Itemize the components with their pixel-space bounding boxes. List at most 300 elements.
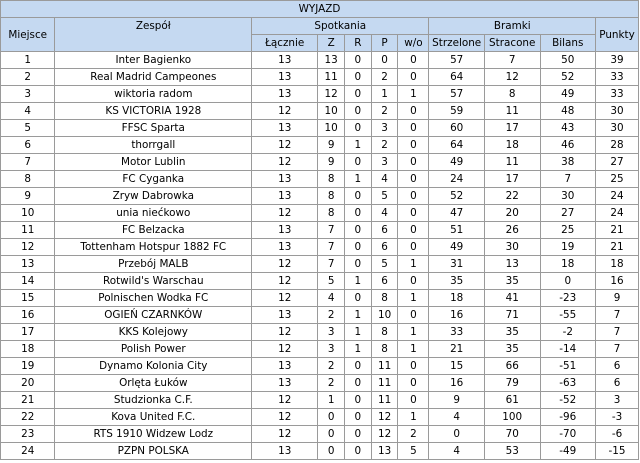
cell-points: 30 [596,103,639,120]
cell-place: 2 [1,69,55,86]
table-body [1,52,639,460]
header-draws: R [345,35,372,52]
cell-points: 3 [596,392,639,409]
cell-walkovers: 0 [398,205,429,222]
cell-total: 13 [252,86,318,103]
cell-losses: 12 [371,409,398,426]
cell-team: Inter Bagienko [55,52,252,69]
cell-points: 33 [596,86,639,103]
table-row [1,307,639,324]
cell-conceded: 70 [484,426,540,443]
cell-scored: 31 [429,256,485,273]
cell-team: thorrgall [55,137,252,154]
cell-draws: 0 [345,188,372,205]
cell-total: 13 [252,171,318,188]
cell-balance: -23 [540,290,596,307]
cell-wins: 2 [318,307,345,324]
cell-points: 7 [596,324,639,341]
cell-draws: 0 [345,222,372,239]
cell-scored: 16 [429,307,485,324]
cell-balance: -70 [540,426,596,443]
cell-total: 12 [252,103,318,120]
cell-points: 18 [596,256,639,273]
cell-points: 21 [596,239,639,256]
cell-total: 13 [252,239,318,256]
cell-wins: 10 [318,120,345,137]
cell-total: 12 [252,205,318,222]
cell-scored: 49 [429,239,485,256]
cell-scored: 47 [429,205,485,222]
cell-losses: 2 [371,69,398,86]
cell-losses: 2 [371,103,398,120]
cell-points: 39 [596,52,639,69]
cell-points: 9 [596,290,639,307]
cell-balance: 18 [540,256,596,273]
cell-conceded: 11 [484,154,540,171]
cell-walkovers: 0 [398,392,429,409]
cell-losses: 5 [371,256,398,273]
cell-losses: 3 [371,120,398,137]
header-goals: Bramki [429,18,596,35]
cell-team: Rotwild's Warschau [55,273,252,290]
cell-points: 27 [596,154,639,171]
cell-place: 8 [1,171,55,188]
table-row [1,171,639,188]
cell-walkovers: 0 [398,239,429,256]
cell-walkovers: 1 [398,324,429,341]
cell-team: Orlęta Łuków [55,375,252,392]
cell-losses: 6 [371,273,398,290]
cell-wins: 1 [318,392,345,409]
table-title: WYJAZD [1,1,639,18]
table-row [1,188,639,205]
cell-balance: 50 [540,52,596,69]
cell-scored: 18 [429,290,485,307]
cell-balance: -49 [540,443,596,460]
cell-balance: -52 [540,392,596,409]
cell-total: 13 [252,358,318,375]
cell-scored: 21 [429,341,485,358]
table-row [1,358,639,375]
header-scored: Strzelone [429,35,485,52]
header-walkovers: w/o [398,35,429,52]
cell-total: 12 [252,290,318,307]
cell-points: 28 [596,137,639,154]
cell-points: -3 [596,409,639,426]
table-row [1,392,639,409]
cell-balance: 43 [540,120,596,137]
cell-draws: 0 [345,154,372,171]
cell-team: Dynamo Kolonia City [55,358,252,375]
cell-conceded: 11 [484,103,540,120]
cell-balance: 0 [540,273,596,290]
cell-scored: 16 [429,375,485,392]
cell-total: 12 [252,341,318,358]
cell-scored: 57 [429,86,485,103]
header-wins: Z [318,35,345,52]
cell-draws: 1 [345,273,372,290]
cell-balance: 52 [540,69,596,86]
cell-team: OGIEŃ CZARNKÓW [55,307,252,324]
cell-scored: 0 [429,426,485,443]
cell-team: Studzionka C.F. [55,392,252,409]
cell-wins: 8 [318,205,345,222]
cell-losses: 11 [371,358,398,375]
cell-draws: 0 [345,239,372,256]
cell-conceded: 20 [484,205,540,222]
cell-balance: 30 [540,188,596,205]
cell-scored: 60 [429,120,485,137]
cell-draws: 0 [345,205,372,222]
cell-wins: 3 [318,341,345,358]
table-row [1,222,639,239]
cell-losses: 6 [371,222,398,239]
cell-points: 24 [596,188,639,205]
cell-team: FC Belzacka [55,222,252,239]
cell-balance: 46 [540,137,596,154]
cell-scored: 35 [429,273,485,290]
cell-wins: 7 [318,256,345,273]
cell-place: 17 [1,324,55,341]
cell-balance: -96 [540,409,596,426]
table-row [1,239,639,256]
cell-points: 30 [596,120,639,137]
cell-draws: 1 [345,171,372,188]
cell-balance: 25 [540,222,596,239]
cell-wins: 3 [318,324,345,341]
cell-walkovers: 0 [398,69,429,86]
cell-wins: 2 [318,358,345,375]
cell-walkovers: 2 [398,426,429,443]
cell-walkovers: 0 [398,307,429,324]
cell-walkovers: 0 [398,137,429,154]
cell-points: 7 [596,307,639,324]
cell-draws: 1 [345,137,372,154]
cell-draws: 0 [345,120,372,137]
cell-scored: 59 [429,103,485,120]
cell-total: 13 [252,443,318,460]
cell-conceded: 26 [484,222,540,239]
cell-losses: 8 [371,290,398,307]
cell-team: unia niećkowo [55,205,252,222]
cell-draws: 0 [345,426,372,443]
cell-walkovers: 0 [398,375,429,392]
cell-losses: 4 [371,171,398,188]
cell-points: 6 [596,375,639,392]
cell-balance: 49 [540,86,596,103]
header-total: Łącznie [252,35,318,52]
cell-draws: 0 [345,409,372,426]
cell-place: 23 [1,426,55,443]
cell-walkovers: 1 [398,256,429,273]
table-row [1,86,639,103]
table-row [1,324,639,341]
cell-wins: 7 [318,222,345,239]
cell-team: Przebój MALB [55,256,252,273]
cell-draws: 1 [345,341,372,358]
cell-balance: 19 [540,239,596,256]
cell-wins: 10 [318,103,345,120]
cell-losses: 5 [371,188,398,205]
cell-wins: 7 [318,239,345,256]
cell-scored: 49 [429,154,485,171]
cell-conceded: 18 [484,137,540,154]
cell-walkovers: 0 [398,273,429,290]
cell-place: 4 [1,103,55,120]
cell-balance: -55 [540,307,596,324]
table-row [1,205,639,222]
cell-team: KKS Kolejowy [55,324,252,341]
cell-draws: 0 [345,443,372,460]
cell-place: 12 [1,239,55,256]
cell-total: 12 [252,392,318,409]
cell-wins: 5 [318,273,345,290]
cell-place: 21 [1,392,55,409]
cell-losses: 8 [371,341,398,358]
cell-team: RTS 1910 Widzew Lodz [55,426,252,443]
cell-wins: 0 [318,409,345,426]
cell-losses: 11 [371,392,398,409]
cell-place: 7 [1,154,55,171]
cell-scored: 33 [429,324,485,341]
cell-draws: 0 [345,52,372,69]
cell-walkovers: 0 [398,171,429,188]
cell-place: 19 [1,358,55,375]
cell-balance: -2 [540,324,596,341]
header-losses: P [371,35,398,52]
cell-place: 11 [1,222,55,239]
cell-balance: -63 [540,375,596,392]
header-conceded: Stracone [484,35,540,52]
cell-scored: 51 [429,222,485,239]
cell-place: 5 [1,120,55,137]
cell-scored: 9 [429,392,485,409]
cell-draws: 0 [345,358,372,375]
cell-total: 13 [252,222,318,239]
cell-wins: 9 [318,154,345,171]
cell-place: 1 [1,52,55,69]
header-matches: Spotkania [252,18,429,35]
cell-draws: 0 [345,256,372,273]
cell-points: -6 [596,426,639,443]
cell-losses: 4 [371,205,398,222]
table-row [1,52,639,69]
cell-balance: 7 [540,171,596,188]
cell-team: FFSC Sparta [55,120,252,137]
cell-walkovers: 0 [398,154,429,171]
cell-place: 6 [1,137,55,154]
cell-place: 20 [1,375,55,392]
cell-points: 33 [596,69,639,86]
cell-total: 12 [252,137,318,154]
cell-scored: 24 [429,171,485,188]
cell-scored: 4 [429,409,485,426]
cell-wins: 8 [318,171,345,188]
cell-points: 6 [596,358,639,375]
table-row [1,69,639,86]
cell-scored: 64 [429,69,485,86]
cell-scored: 4 [429,443,485,460]
cell-scored: 52 [429,188,485,205]
table-row [1,341,639,358]
cell-total: 12 [252,154,318,171]
cell-total: 12 [252,256,318,273]
table-row [1,154,639,171]
table-row [1,273,639,290]
cell-conceded: 66 [484,358,540,375]
cell-losses: 2 [371,137,398,154]
cell-losses: 3 [371,154,398,171]
cell-points: -15 [596,443,639,460]
cell-balance: -51 [540,358,596,375]
cell-walkovers: 0 [398,188,429,205]
cell-place: 3 [1,86,55,103]
cell-walkovers: 1 [398,409,429,426]
cell-walkovers: 5 [398,443,429,460]
table-row [1,375,639,392]
table-row [1,120,639,137]
cell-conceded: 71 [484,307,540,324]
cell-place: 13 [1,256,55,273]
table-header [1,1,639,52]
cell-total: 13 [252,375,318,392]
cell-draws: 0 [345,375,372,392]
header-team [55,18,252,52]
cell-wins: 12 [318,86,345,103]
cell-wins: 0 [318,443,345,460]
cell-wins: 11 [318,69,345,86]
cell-scored: 57 [429,52,485,69]
cell-balance: 48 [540,103,596,120]
cell-balance: 27 [540,205,596,222]
cell-losses: 0 [371,52,398,69]
cell-conceded: 22 [484,188,540,205]
cell-conceded: 35 [484,341,540,358]
cell-conceded: 8 [484,86,540,103]
cell-draws: 0 [345,392,372,409]
cell-team: wiktoria radom [55,86,252,103]
cell-team: Polnischen Wodka FC [55,290,252,307]
cell-wins: 2 [318,375,345,392]
cell-wins: 4 [318,290,345,307]
cell-wins: 8 [318,188,345,205]
cell-total: 13 [252,188,318,205]
table-row [1,409,639,426]
cell-place: 14 [1,273,55,290]
cell-team: Real Madrid Campeones [55,69,252,86]
cell-total: 13 [252,120,318,137]
cell-points: 16 [596,273,639,290]
cell-team: Kova United F.C. [55,409,252,426]
cell-place: 22 [1,409,55,426]
cell-conceded: 30 [484,239,540,256]
cell-losses: 12 [371,426,398,443]
cell-total: 13 [252,52,318,69]
cell-conceded: 17 [484,120,540,137]
cell-losses: 6 [371,239,398,256]
cell-conceded: 79 [484,375,540,392]
cell-conceded: 35 [484,324,540,341]
cell-draws: 0 [345,86,372,103]
cell-draws: 0 [345,69,372,86]
cell-balance: 38 [540,154,596,171]
cell-points: 24 [596,205,639,222]
cell-total: 12 [252,409,318,426]
cell-losses: 11 [371,375,398,392]
cell-total: 12 [252,324,318,341]
cell-conceded: 100 [484,409,540,426]
cell-losses: 13 [371,443,398,460]
cell-walkovers: 0 [398,103,429,120]
cell-points: 25 [596,171,639,188]
table-row [1,426,639,443]
cell-place: 16 [1,307,55,324]
cell-wins: 0 [318,426,345,443]
cell-team: Motor Lublin [55,154,252,171]
cell-conceded: 17 [484,171,540,188]
cell-place: 10 [1,205,55,222]
cell-losses: 1 [371,86,398,103]
cell-team: PZPN POLSKA [55,443,252,460]
cell-place: 18 [1,341,55,358]
cell-total: 12 [252,426,318,443]
cell-conceded: 53 [484,443,540,460]
cell-balance: -14 [540,341,596,358]
table-row [1,103,639,120]
cell-team: Zryw Dabrowka [55,188,252,205]
cell-place: 9 [1,188,55,205]
cell-conceded: 7 [484,52,540,69]
cell-scored: 64 [429,137,485,154]
cell-conceded: 41 [484,290,540,307]
header-balance: Bilans [540,35,596,52]
header-points: Punkty [596,18,639,52]
cell-walkovers: 1 [398,86,429,103]
cell-draws: 0 [345,290,372,307]
cell-total: 13 [252,307,318,324]
cell-losses: 8 [371,324,398,341]
cell-draws: 1 [345,324,372,341]
cell-conceded: 61 [484,392,540,409]
cell-walkovers: 0 [398,120,429,137]
cell-draws: 0 [345,103,372,120]
cell-walkovers: 1 [398,341,429,358]
cell-conceded: 13 [484,256,540,273]
cell-points: 21 [596,222,639,239]
cell-scored: 15 [429,358,485,375]
cell-team: Tottenham Hotspur 1882 FC [55,239,252,256]
cell-conceded: 12 [484,69,540,86]
header-place: Miejsce [1,18,55,52]
cell-total: 13 [252,69,318,86]
cell-team: FC Cyganka [55,171,252,188]
table-row [1,443,639,460]
cell-walkovers: 1 [398,290,429,307]
cell-team: KS VICTORIA 1928 [55,103,252,120]
cell-walkovers: 0 [398,52,429,69]
cell-losses: 10 [371,307,398,324]
cell-walkovers: 0 [398,358,429,375]
cell-place: 24 [1,443,55,460]
table-row [1,290,639,307]
cell-conceded: 35 [484,273,540,290]
cell-wins: 9 [318,137,345,154]
cell-draws: 1 [345,307,372,324]
table-row [1,256,639,273]
cell-walkovers: 0 [398,222,429,239]
cell-total: 12 [252,273,318,290]
table-row [1,137,639,154]
